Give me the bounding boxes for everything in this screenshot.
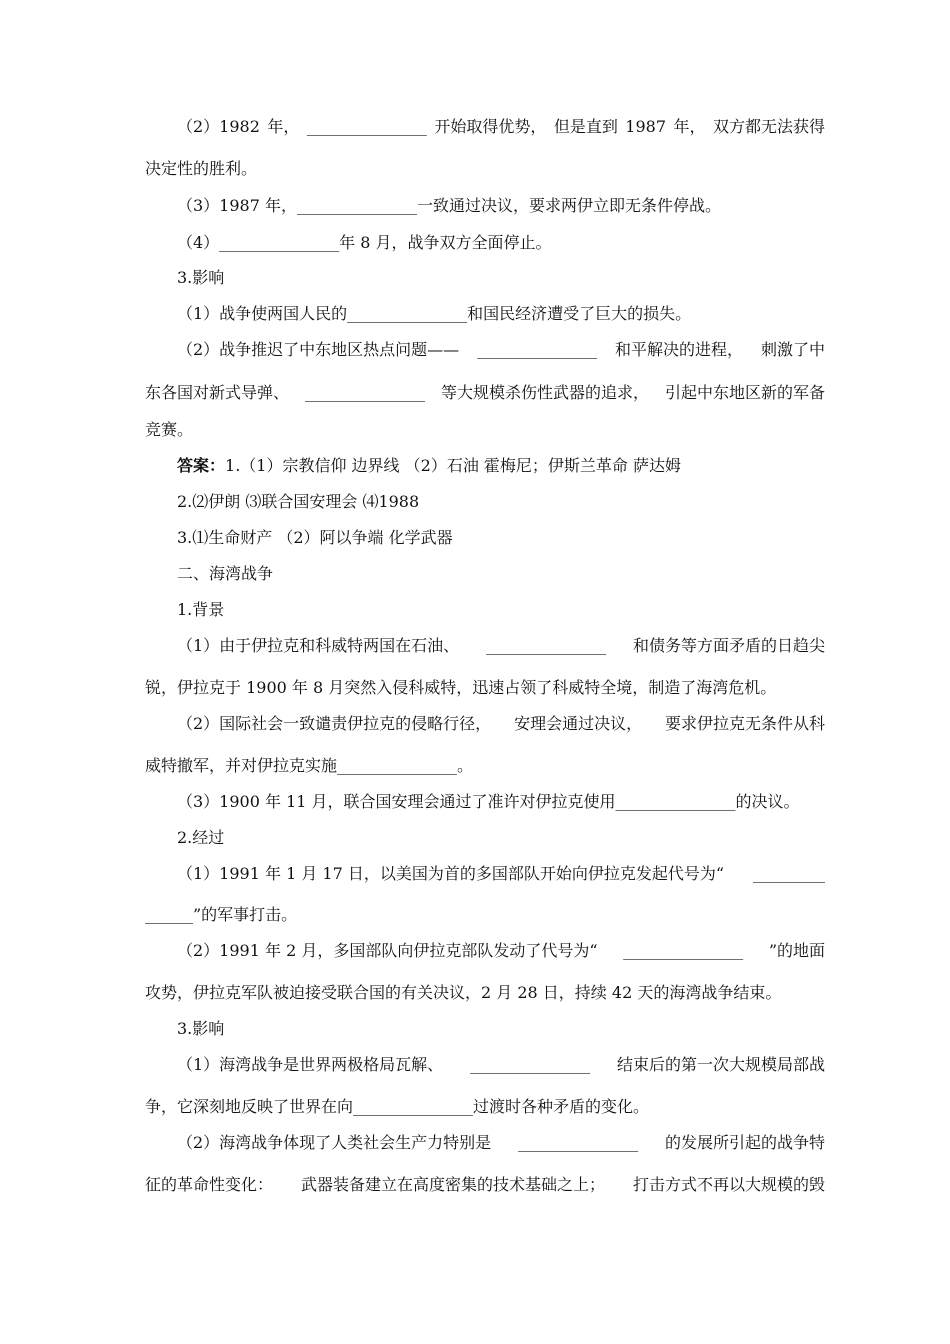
text-segment: （2）战争推迟了中东地区热点问题—— xyxy=(177,340,460,359)
text-segment: （2）1982 xyxy=(177,117,260,136)
text-segment: 的发展所引起的战争特 xyxy=(664,1133,825,1152)
text-segment: 1.（1）宗教信仰 边界线 （2）石油 霍梅尼；伊斯兰革命 萨达姆 xyxy=(225,456,681,475)
text-line xyxy=(177,863,825,885)
fill-in-blank: _______________ xyxy=(623,941,744,960)
answer-label: 答案： xyxy=(177,456,226,475)
text-segment: 争，它深刻地反映了世界在向_______________过渡时各种矛盾的变化。 xyxy=(145,1097,650,1116)
text-segment: 安理会通过决议， xyxy=(514,714,643,733)
text-line xyxy=(145,982,825,1004)
text-segment: 结束后的第一次大规模局部战 xyxy=(616,1055,825,1074)
fill-in-blank: _______________ xyxy=(477,340,598,359)
text-segment: 东各国对新式导弹、 xyxy=(145,383,290,402)
text-segment: （2）国际社会一致谴责伊拉克的侵略行径， xyxy=(177,714,492,733)
text-segment: （2）海湾战争体现了人类社会生产力特别是 xyxy=(177,1133,492,1152)
text-line xyxy=(177,1054,825,1076)
text-line xyxy=(177,940,825,962)
text-segment: ______”的军事打击。 xyxy=(145,905,298,924)
text-line xyxy=(177,116,825,138)
text-segment: 引起中东地区新的军备 xyxy=(664,383,825,402)
text-line xyxy=(177,527,825,549)
text-segment: 但是直到 xyxy=(553,117,618,136)
text-segment: 决定性的胜利。 xyxy=(145,159,258,178)
text-segment: ”的地面 xyxy=(768,941,825,960)
text-line xyxy=(177,267,825,289)
text-segment: （1）海湾战争是世界两极格局瓦解、 xyxy=(177,1055,444,1074)
text-line xyxy=(177,491,825,513)
text-segment: （2）1991 年 2 月，多国部队向伊拉克部队发动了代号为“ xyxy=(177,941,598,960)
text-segment: 1.背景 xyxy=(177,600,225,619)
text-segment: （3）1987 年，_______________一致通过决议，要求两伊立即无条件停战。 xyxy=(177,196,721,215)
text-segment: 二、海湾战争 xyxy=(177,564,274,583)
text-segment: 攻势，伊拉克军队被迫接受联合国的有关决议，2 月 28 日，持续 42 天的海湾战争结束。 xyxy=(145,983,782,1002)
text-line xyxy=(145,677,825,699)
text-line xyxy=(177,599,825,621)
fill-in-blank: _______________ xyxy=(518,1133,639,1152)
fill-in-blank: _________ xyxy=(753,864,825,883)
text-segment: 3.影响 xyxy=(177,268,225,287)
text-line xyxy=(145,382,825,404)
text-segment: （3）1900 年 11 月，联合国安理会通过了准许对伊拉克使用_______________的决议。 xyxy=(177,792,800,811)
text-line xyxy=(145,755,825,777)
text-segment: 武器装备建立在高度密集的技术基础之上； xyxy=(300,1175,605,1194)
text-line xyxy=(177,791,825,813)
text-line xyxy=(145,1174,825,1196)
fill-in-blank: _______________ xyxy=(306,117,427,136)
text-segment: 年， xyxy=(673,117,706,136)
text-line xyxy=(177,563,825,585)
text-segment: （1）战争使两国人民的_______________和国民经济遭受了巨大的损失。 xyxy=(177,304,692,323)
text-line xyxy=(145,158,825,180)
text-segment: 要求伊拉克无条件从科 xyxy=(664,714,825,733)
text-line xyxy=(177,455,825,477)
text-segment: 2.⑵伊朗 ⑶联合国安理会 ⑷1988 xyxy=(177,492,420,511)
text-line xyxy=(177,713,825,735)
text-line xyxy=(145,904,825,926)
text-segment: 年， xyxy=(267,117,300,136)
text-line xyxy=(145,1096,825,1118)
text-line xyxy=(177,635,825,657)
text-segment: （1）由于伊拉克和科威特两国在石油、 xyxy=(177,636,460,655)
text-line xyxy=(177,1132,825,1154)
text-line xyxy=(145,419,825,441)
text-segment: 锐，伊拉克于 1900 年 8 月突然入侵科威特，迅速占领了科威特全境，制造了海湾危机。 xyxy=(145,678,777,697)
fill-in-blank: _______________ xyxy=(305,383,425,402)
text-line xyxy=(177,303,825,325)
text-segment: 开始取得优势， xyxy=(434,117,547,136)
text-segment: （4）_______________年 8 月，战争双方全面停止。 xyxy=(177,233,552,252)
text-segment: 2.经过 xyxy=(177,828,225,847)
text-segment: 3.影响 xyxy=(177,1019,225,1038)
text-line xyxy=(177,1018,825,1040)
text-segment: 等大规模杀伤性武器的追求， xyxy=(440,383,649,402)
text-segment: （1）1991 年 1 月 17 日，以美国为首的多国部队开始向伊拉克发起代号为“ xyxy=(177,864,725,883)
text-segment: 竞赛。 xyxy=(145,420,194,439)
fill-in-blank: _______________ xyxy=(470,1055,591,1074)
text-segment: 1987 xyxy=(625,117,667,136)
text-segment: 威特撤军，并对伊拉克实施_______________。 xyxy=(145,756,474,775)
text-segment: 双方都无法获得 xyxy=(712,117,825,136)
text-segment: 刺激了中 xyxy=(760,340,825,359)
text-segment: 3.⑴生命财产 （2）阿以争端 化学武器 xyxy=(177,528,453,547)
text-segment: 和平解决的进程， xyxy=(615,340,744,359)
fill-in-blank: _______________ xyxy=(486,636,607,655)
text-line xyxy=(177,195,825,217)
text-line xyxy=(177,827,825,849)
text-segment: 打击方式不再以大规模的毁 xyxy=(632,1175,825,1194)
text-segment: 和债务等方面矛盾的日趋尖 xyxy=(632,636,825,655)
text-segment: 征的革命性变化： xyxy=(145,1175,274,1194)
text-line xyxy=(177,339,825,361)
text-line xyxy=(177,232,825,254)
